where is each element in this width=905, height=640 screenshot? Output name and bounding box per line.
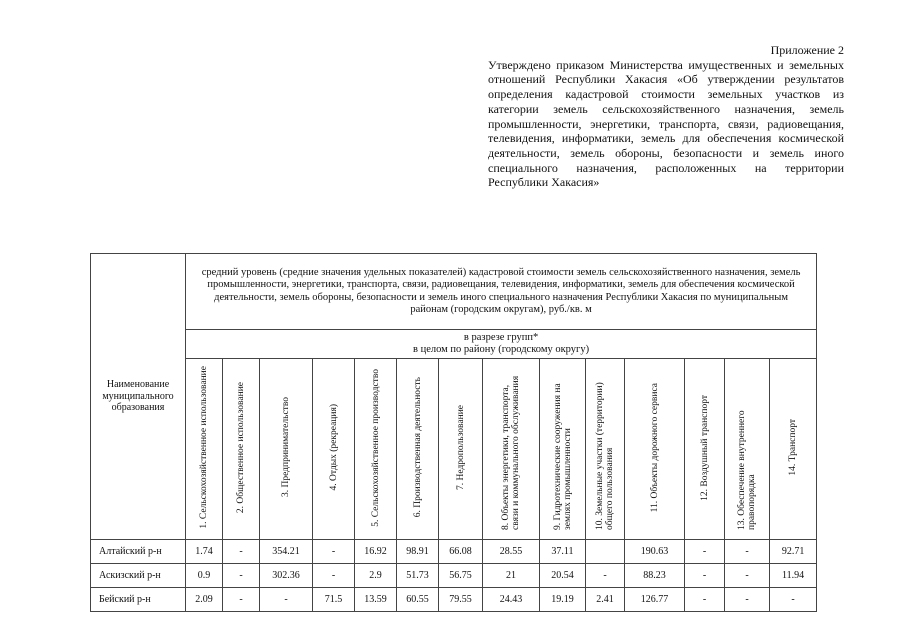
column-header: 4. Отдых (рекреация) (313, 359, 355, 540)
table-cell (586, 540, 625, 564)
table-cell: 71.5 (313, 588, 355, 612)
table-cell: 92.71 (770, 540, 817, 564)
table-cell: 1.74 (186, 540, 223, 564)
table-row (91, 588, 817, 612)
table-cell: - (586, 564, 625, 588)
table-cell: 2.09 (186, 588, 223, 612)
appendix-number: Приложение 2 (770, 43, 844, 57)
table-cell: - (223, 588, 260, 612)
table-cell: - (770, 588, 817, 612)
table-cell: - (725, 588, 770, 612)
table-row (91, 564, 817, 588)
column-header: 13. Обеспечение внутреннего правопорядка (725, 359, 770, 540)
table-cell: 2.9 (355, 564, 397, 588)
table-cell: 21 (483, 564, 540, 588)
table-cell: 88.23 (625, 564, 685, 588)
row-header: Наименование муниципального образования (91, 254, 186, 540)
column-header: 14. Транспорт (770, 359, 817, 540)
approval-text: Утверждено приказом Министерства имущественных и земельных отношений Республики Хакасия «Об утверждении результатов определения кадастровой стоимости земельных участков из категории земель сельскохозяйственного назначения, земель промышленности, энергетики, транспорта, связи, радиовещания, телевидения, информатики, земель для обеспечения космической деятельности, земель обороны, безопасности и земель иного специального назначения, расположенных на территории Республики Хакасия» (488, 57, 844, 190)
table-cell: - (313, 564, 355, 588)
table-cell: 126.77 (625, 588, 685, 612)
table-cell: 24.43 (483, 588, 540, 612)
table-cell: 28.55 (483, 540, 540, 564)
table-cell: - (313, 540, 355, 564)
table-cell: 51.73 (397, 564, 439, 588)
cadastral-value-table (90, 253, 817, 612)
table-cell: 66.08 (439, 540, 483, 564)
groups-line-1: в разрезе групп* (463, 331, 539, 343)
groups-header (186, 330, 817, 359)
table-cell: 19.19 (540, 588, 586, 612)
table-cell: - (260, 588, 313, 612)
district-name: Аскизский р-н (91, 564, 186, 588)
column-header: 9. Гидротехнические сооружения на землях промышленности (540, 359, 586, 540)
table-cell: - (725, 564, 770, 588)
district-name: Бейский р-н (91, 588, 186, 612)
table-row (91, 540, 817, 564)
groups-line-2: в целом по району (городскому округу) (413, 344, 590, 355)
table-cell: 190.63 (625, 540, 685, 564)
table-cell: - (223, 540, 260, 564)
table-cell: - (685, 540, 725, 564)
column-header: 8. Объекты энергетики, транспорта, связи и коммунального обслуживания (483, 359, 540, 540)
column-header: 6. Производственная деятельность (397, 359, 439, 540)
table-cell: 60.55 (397, 588, 439, 612)
table-cell: - (223, 564, 260, 588)
table-cell: 79.55 (439, 588, 483, 612)
table-cell: 13.59 (355, 588, 397, 612)
table-cell: - (725, 540, 770, 564)
column-header: 2. Общественное использование (223, 359, 260, 540)
table-cell: 11.94 (770, 564, 817, 588)
column-header: 3. Предпринимательство (260, 359, 313, 540)
table-cell: 302.36 (260, 564, 313, 588)
table-cell: 0.9 (186, 564, 223, 588)
column-header: 12. Воздушный транспорт (685, 359, 725, 540)
table-cell: - (685, 588, 725, 612)
column-header: 1. Сельскохозяйственное использование (186, 359, 223, 540)
column-header: 7. Недропользование (439, 359, 483, 540)
table-cell: 37.11 (540, 540, 586, 564)
table-cell: 16.92 (355, 540, 397, 564)
column-header: 11. Объекты дорожного сервиса (625, 359, 685, 540)
column-header: 10. Земельные участки (территории) общего пользования (586, 359, 625, 540)
table-title: средний уровень (средние значения удельных показателей) кадастровой стоимости земель сельскохозяйственного назначения, земель промышленности, энергетики, транспорта, связи, радиовещания, телевидения, информатики, земель для обеспечения космической деятельности, земель обороны, безопасности и земель иного специального назначения Республики Хакасия по муниципальным районам (городским округам), руб./кв. м (186, 254, 817, 330)
appendix-header (488, 43, 844, 190)
table-cell: 2.41 (586, 588, 625, 612)
column-header: 5. Сельскохозяйственное производство (355, 359, 397, 540)
table-cell: 20.54 (540, 564, 586, 588)
district-name: Алтайский р-н (91, 540, 186, 564)
table-cell: 98.91 (397, 540, 439, 564)
table-cell: 354.21 (260, 540, 313, 564)
table-cell: 56.75 (439, 564, 483, 588)
table-cell: - (685, 564, 725, 588)
